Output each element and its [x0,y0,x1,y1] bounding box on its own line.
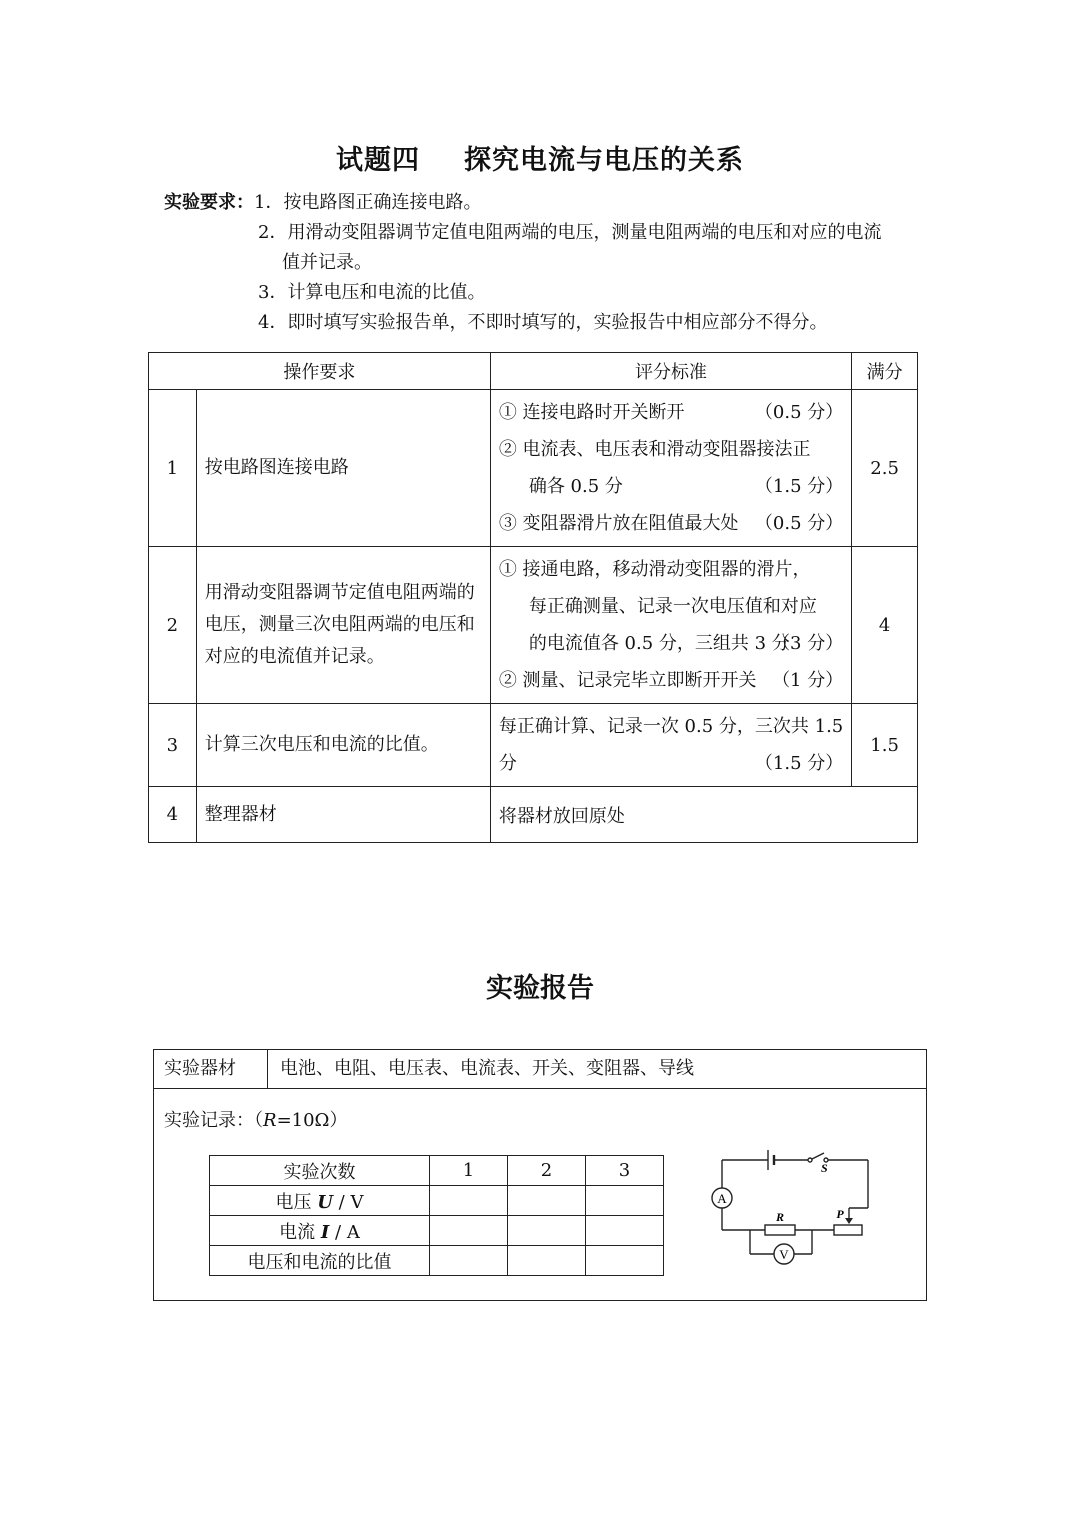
criteria-points: （1.5 分） [754,476,844,497]
row-operation: 按电路图连接电路 [196,390,490,547]
criteria-points: （3 分） [772,633,844,654]
row-number: 3 [149,704,197,787]
voltage-symbol: U [317,1191,333,1213]
row-operation: 用滑动变阻器调节定值电阻两端的电压，测量三次电阻两端的电压和对应的电流值并记录。 [196,547,490,704]
ratio-cell-1[interactable] [430,1246,508,1276]
row-operation: 整理器材 [196,787,490,843]
table-row [149,547,918,704]
criteria-points: （0.5 分） [754,402,844,423]
criteria-text: ① 接通电路，移动滑动变阻器的滑片， [498,559,811,580]
voltmeter-label: V [779,1247,789,1262]
record-rest: =10Ω） [276,1110,348,1131]
experiment-report [153,1049,927,1301]
table-row [210,1186,664,1216]
materials-label: 实验器材 [154,1050,268,1088]
current-label-text: 电流 [279,1221,321,1243]
row-number: 4 [149,787,197,843]
row-criteria [490,704,851,787]
row-number: 1 [149,390,197,547]
record-header-trial: 实验次数 [210,1156,430,1186]
header-criteria: 评分标准 [490,353,851,390]
current-label [210,1216,430,1246]
voltage-cell-2[interactable] [508,1186,586,1216]
row-criteria [490,787,917,843]
record-header-1: 1 [430,1156,508,1186]
current-cell-2[interactable] [508,1216,586,1246]
criteria-text: 每正确计算、记录一次 0.5 分，三次共 1.5 [498,716,844,737]
row-criteria [490,547,851,704]
table-row [210,1216,664,1246]
criteria-text: 将器材放回原处 [498,805,625,827]
voltage-cell-1[interactable] [430,1186,508,1216]
row-full-score: 4 [852,547,918,704]
row-full-score: 2.5 [852,390,918,547]
row-criteria [490,390,851,547]
table-row [149,390,918,547]
record-header-2: 2 [508,1156,586,1186]
criteria-text: ① 连接电路时开关断开 [498,402,685,423]
criteria-points: （1 分） [772,670,844,691]
voltage-cell-3[interactable] [586,1186,664,1216]
report-title: 实验报告 [486,973,594,1004]
scoring-table [148,352,918,843]
slider-label: P [836,1207,844,1221]
criteria-text: 的电流值各 0.5 分，三组共 3 分 [528,633,790,654]
resistor-label: R [775,1210,785,1224]
header-operation: 操作要求 [149,353,491,390]
requirement-4: 4．即时填写实验报告单，不即时填写的，实验报告中相应部分不得分。 [258,312,828,333]
materials-row [154,1050,926,1089]
row-operation: 计算三次电压和电流的比值。 [196,704,490,787]
criteria-points: （0.5 分） [754,513,844,534]
header-full-score: 满分 [852,353,918,390]
resistor [765,1225,795,1235]
ratio-cell-3[interactable] [586,1246,664,1276]
voltage-label-text: 电压 [275,1191,318,1213]
switch-blade [812,1153,824,1159]
requirement-2-cont: 值并记录。 [282,252,372,273]
slider-arrow [845,1218,853,1224]
criteria-text: ② 测量、记录完毕立即断开开关 [498,670,757,691]
title-topic: 探究电流与电压的关系 [464,145,744,176]
materials-value: 电池、电阻、电压表、电流表、开关、变阻器、导线 [280,1058,694,1079]
criteria-text: 确各 0.5 分 [528,476,623,497]
record-var: R [263,1110,277,1131]
current-symbol: I [320,1221,330,1243]
requirements-label: 实验要求： [164,192,254,213]
circuit-diagram [710,1148,880,1278]
current-cell-3[interactable] [586,1216,664,1246]
ammeter-label: A [717,1191,727,1206]
title-number: 试题四 [336,145,420,176]
record-label [164,1106,347,1132]
requirement-2: 2．用滑动变阻器调节定值电阻两端的电压，测量电阻两端的电压和对应的电流 [258,222,882,243]
current-unit: / A [329,1221,360,1243]
criteria-points: （1.5 分） [754,753,844,774]
record-label-text: 实验记录：（ [164,1110,263,1131]
row-number: 2 [149,547,197,704]
criteria-text: ③ 变阻器滑片放在阻值最大处 [498,513,739,534]
table-row [210,1246,664,1276]
record-table [209,1155,664,1276]
rheostat [834,1225,862,1235]
switch-label: S [821,1161,828,1175]
table-row [149,704,918,787]
table-row [149,787,918,843]
ratio-cell-2[interactable] [508,1246,586,1276]
criteria-text: ② 电流表、电压表和滑动变阻器接法正 [498,439,811,460]
ratio-label: 电压和电流的比值 [210,1246,430,1276]
voltage-unit: / V [332,1191,364,1213]
row-full-score: 1.5 [852,704,918,787]
requirement-3: 3．计算电压和电流的比值。 [258,282,486,303]
page-title [0,138,1080,177]
voltage-label [210,1186,430,1216]
record-header-3: 3 [586,1156,664,1186]
criteria-text: 分 [498,753,517,774]
criteria-text: 每正确测量、记录一次电压值和对应 [528,596,817,617]
current-cell-1[interactable] [430,1216,508,1246]
requirement-1: 1．按电路图正确连接电路。 [254,192,482,213]
